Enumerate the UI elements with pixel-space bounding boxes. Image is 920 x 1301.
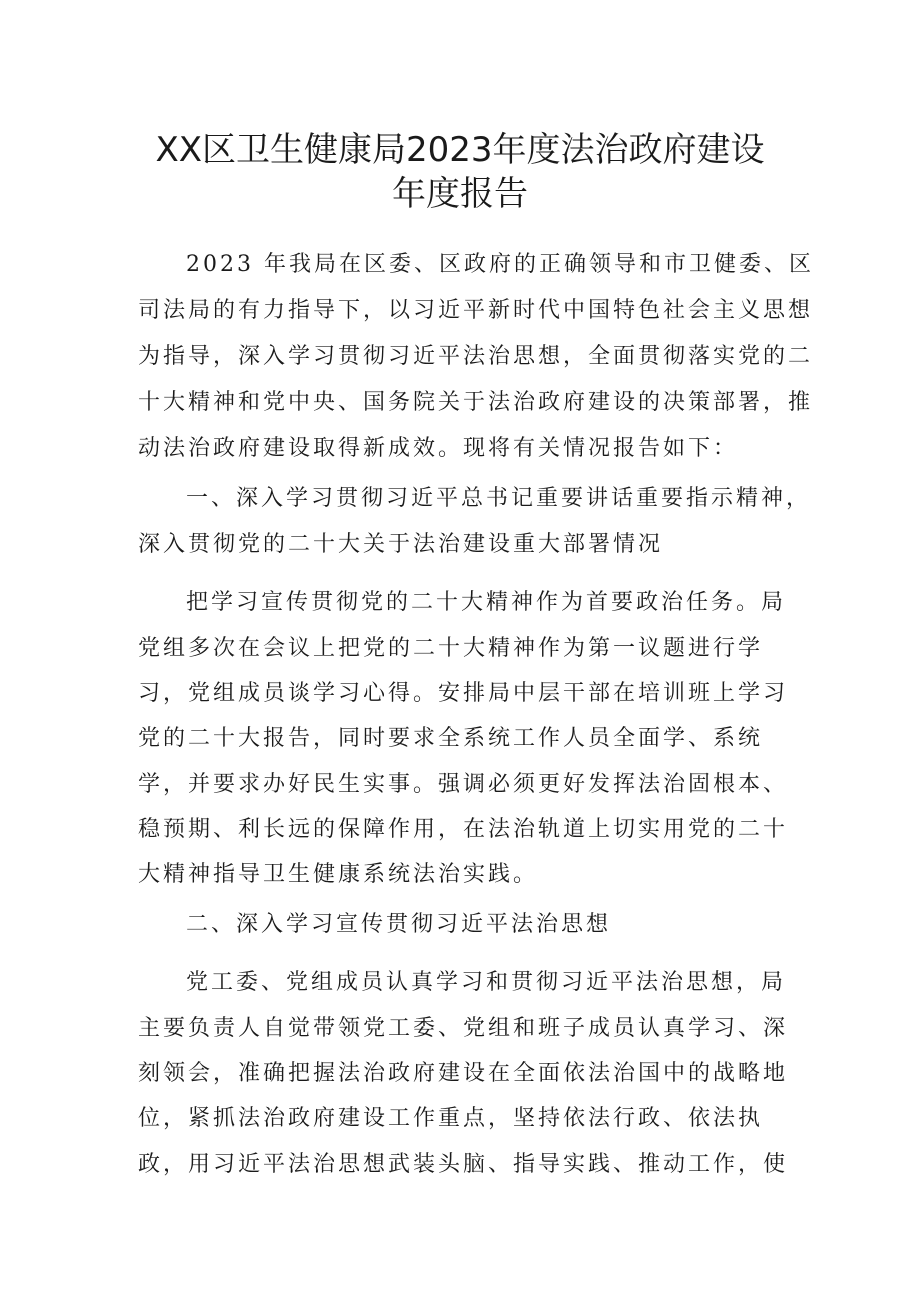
paragraph-2-line-1: 把学习宣传贯彻党的二十大精神作为首要政治任务。局	[186, 590, 787, 615]
section-heading-2: 二、深入学习宣传贯彻习近平法治思想	[186, 912, 612, 937]
paragraph-1-line-4: 十大精神和党中央、国务院关于法治政府建设的决策部署，推	[138, 390, 814, 415]
document-title-line-2: 年度报告	[392, 174, 528, 214]
paragraph-2-line-4: 党的二十大报告，同时要求全系统工作人员全面学、系统	[138, 726, 764, 751]
section-heading-1-line-1: 一、深入学习贯彻习近平总书记重要讲话重要指示精神，	[186, 486, 812, 511]
paragraph-2-line-5: 学，并要求办好民生实事。强调必须更好发挥法治固根本、	[138, 772, 789, 797]
paragraph-1-line-1: 2023 年我局在区委、区政府的正确领导和市卫健委、区	[186, 252, 814, 277]
paragraph-2-line-7: 大精神指导卫生健康系统法治实践。	[138, 862, 539, 887]
paragraph-2-line-3: 习，党组成员谈学习心得。安排局中层干部在培训班上学习	[138, 681, 789, 706]
paragraph-3-line-2: 主要负责人自觉带领党工委、党组和班子成员认真学习、深	[138, 1016, 789, 1041]
paragraph-2-line-6: 稳预期、利长远的保障作用，在法治轨道上切实用党的二十	[138, 817, 789, 842]
document-title-line-1: XX区卫生健康局2023年度法治政府建设	[155, 130, 765, 170]
paragraph-3-line-1: 党工委、党组成员认真学习和贯彻习近平法治思想，局	[186, 970, 787, 995]
paragraph-1-line-3: 为指导，深入学习贯彻习近平法治思想，全面贯彻落实党的二	[138, 344, 814, 369]
paragraph-3-line-5: 政，用习近平法治思想武装头脑、指导实践、推动工作，使	[138, 1152, 789, 1177]
paragraph-3-line-4: 位，紧抓法治政府建设工作重点，坚持依法行政、依法执	[138, 1106, 764, 1131]
paragraph-3-line-3: 刻领会，准确把握法治政府建设在全面依法治国中的战略地	[138, 1061, 789, 1086]
paragraph-1-line-5: 动法治政府建设取得新成效。现将有关情况报告如下：	[138, 436, 739, 461]
section-heading-1-line-2: 深入贯彻党的二十大关于法治建设重大部署情况	[138, 532, 664, 557]
paragraph-1-line-2: 司法局的有力指导下，以习近平新时代中国特色社会主义思想	[138, 298, 814, 323]
paragraph-2-line-2: 党组多次在会议上把党的二十大精神作为第一议题进行学	[138, 636, 764, 661]
